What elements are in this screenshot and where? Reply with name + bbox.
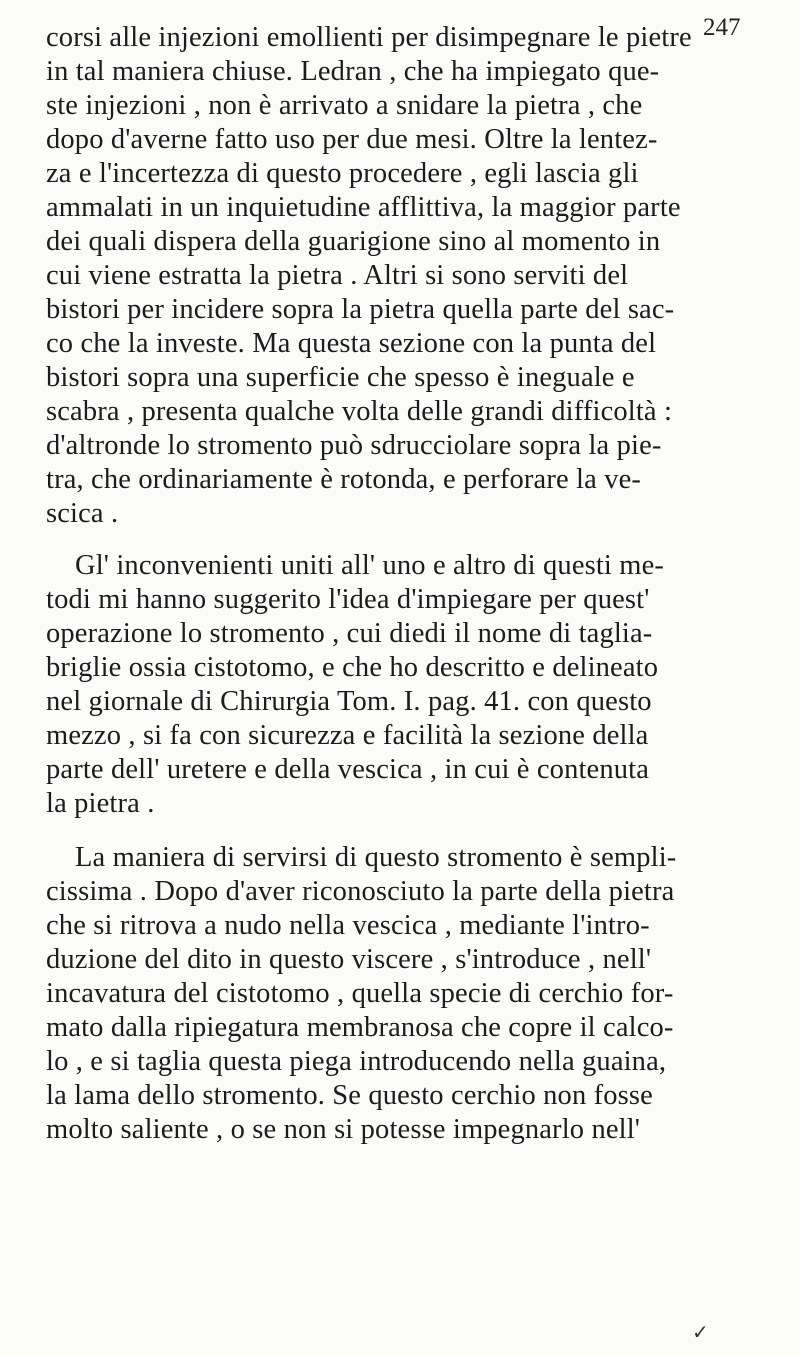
- text-line: scabra , presenta qualche volta delle grandi difficoltà :: [46, 396, 673, 427]
- paragraph-start-line: La maniera di servirsi di questo stromento è sempli-: [75, 842, 677, 873]
- text-line: za e l'incertezza di questo procedere , egli lascia gli: [46, 158, 639, 189]
- text-line: mezzo , si fa con sicurezza e facilità la sezione della: [46, 720, 649, 751]
- text-line: cui viene estratta la pietra . Altri si sono serviti del: [46, 260, 629, 291]
- page-number: 247: [703, 14, 741, 41]
- text-line: operazione lo stromento , cui diedi il nome di taglia-: [46, 618, 653, 649]
- text-line: la lama dello stromento. Se questo cerchio non fosse: [46, 1080, 653, 1111]
- text-line: bistori sopra una superficie che spesso è ineguale e: [46, 362, 635, 393]
- footer-mark: ✓: [692, 1322, 709, 1344]
- text-line: todi mi hanno suggerito l'idea d'impiegare per quest': [46, 584, 650, 615]
- text-line: briglie ossia cistotomo, e che ho descritto e delineato: [46, 652, 659, 683]
- text-line: ammalati in un inquietudine afflittiva, la maggior parte: [46, 192, 681, 223]
- text-line: dopo d'averne fatto uso per due mesi. Oltre la lentez-: [46, 124, 658, 155]
- text-line: la pietra .: [46, 788, 155, 819]
- text-line: corsi alle injezioni emollienti per disimpegnare le pietre: [46, 22, 692, 53]
- text-line: parte dell' uretere e della vescica , in cui è contenuta: [46, 754, 650, 785]
- text-line: nel giornale di Chirurgia Tom. I. pag. 41. con questo: [46, 686, 652, 717]
- text-line: ste injezioni , non è arrivato a snidare la pietra , che: [46, 90, 643, 121]
- text-line: bistori per incidere sopra la pietra quella parte del sac-: [46, 294, 675, 325]
- text-line: co che la investe. Ma questa sezione con la punta del: [46, 328, 657, 359]
- text-line: in tal maniera chiuse. Ledran , che ha impiegato que-: [46, 56, 660, 87]
- text-line: d'altronde lo stromento può sdrucciolare sopra la pie-: [46, 430, 662, 461]
- paragraph-start-line: Gl' inconvenienti uniti all' uno e altro di questi me-: [75, 550, 665, 581]
- text-line: dei quali dispera della guarigione sino al momento in: [46, 226, 661, 257]
- text-line: tra, che ordinariamente è rotonda, e perforare la ve-: [46, 464, 642, 495]
- text-line: molto saliente , o se non si potesse impegnarlo nell': [46, 1114, 641, 1145]
- text-line: mato dalla ripiegatura membranosa che copre il calco-: [46, 1012, 674, 1043]
- text-line: incavatura del cistotomo , quella specie di cerchio for-: [46, 978, 674, 1009]
- text-line: lo , e si taglia questa piega introducendo nella guaina,: [46, 1046, 667, 1077]
- text-line: duzione del dito in questo viscere , s'introduce , nell': [46, 944, 652, 975]
- text-line: scica .: [46, 498, 119, 529]
- text-line: cissima . Dopo d'aver riconosciuto la parte della pietra: [46, 876, 675, 907]
- text-line: che si ritrova a nudo nella vescica , mediante l'intro-: [46, 910, 650, 941]
